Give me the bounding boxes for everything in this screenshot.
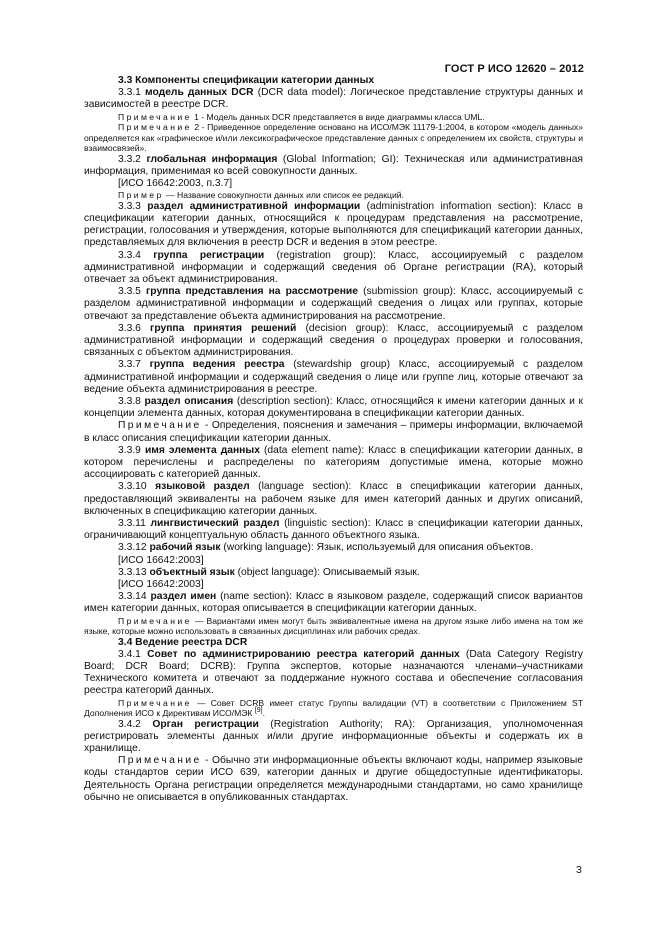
paragraph-p333 [84, 201, 583, 250]
term: группа представления на рассмотрение [146, 286, 358, 298]
paragraph-p337 [84, 359, 583, 396]
text-run: (administration information section): Класс в спецификации категории данных, относящийся к процедурам представления на рассмотрение, регистрации, голосования и утверждения, которые выполняются для спецификаций категории данных, представляемых для включения в реестр DCR и ведения в этом реестре. [84, 200, 583, 249]
text-run: . [262, 708, 265, 719]
text-run: (Data Category Registry Board; DCR Board; DCRB): Группа экспертов, которые назначаются членами–участниками Технического комитета и отвечают за поддержание нужного состава и обеспечение согласования реестра категорий данных. [84, 648, 584, 697]
text-run: 3.3.9 [118, 444, 145, 456]
note-label: Примечание [118, 615, 192, 626]
paragraph-r3313 [84, 579, 583, 591]
paragraph-n331a [84, 112, 583, 123]
text-run: - Обычно эти информационные объекты включают коды, например языковые коды стандартов серии ИСО 639, категории данных и другие общедоступные идентификаторы. Деятельность Органа регистрации определяется международными стандартами, но само хранилище обычно не описывается в опубликованных стандартах. [84, 755, 583, 803]
text-run: 3.3.7 [118, 359, 150, 371]
paragraph-p341 [84, 649, 583, 698]
text-run: — Название совокупности данных или список ее редакций. [163, 190, 404, 201]
text-run: [ИСО 16642:2003] [118, 579, 204, 591]
paragraph-p336 [84, 323, 583, 360]
document-header: ГОСТ Р ИСО 12620 – 2012 [444, 63, 584, 75]
text-run: (Registration Authority; RA): Организация, уполномоченная регистрировать элементы данных и/или другие информационные объекты и содержать их в хранилище. [84, 718, 583, 755]
text-run: (data element name): Класс в спецификации категории данных, в котором перечислены и распределены по категориям допустимые имена, которые можно ассоциировать с категорией данных. [84, 444, 583, 481]
text-run: 1 - Модель данных DCR представляется в виде диаграммы класса UML. [191, 111, 485, 122]
paragraph-n331b [84, 122, 583, 154]
text-run: 3.3.11 [118, 518, 151, 529]
text-run: (DCR data model): Логическое представление структуры данных и зависимостей в реестре DCR. [84, 87, 584, 111]
text-run: 2 - Приведенное определение основано на ИСО/МЭК 11179-1:2004, в котором «модель данных» определяется как «графическое и/или лексикографическое представление данных с определением их свойств, структуры и взаимосвязей». [84, 122, 583, 154]
term: глобальная информация [146, 153, 278, 165]
text-run: (object language): Описываемый язык. [234, 566, 420, 578]
text-run: (decision group): Класс, ассоциируемый с разделом административной информации и содержащий сведения о процедурах проверки и голосования, связанных с объектом администрирования. [84, 322, 584, 359]
note-label: Примечание [118, 755, 202, 767]
document-body [84, 75, 583, 804]
term: группа ведения реестра [149, 359, 285, 371]
paragraph-n3314 [84, 616, 583, 637]
paragraph-p3312 [84, 542, 583, 554]
note-label: Примечание [118, 697, 192, 708]
text-run: [ИСО 16642:2003, п.3.7] [118, 178, 233, 190]
paragraph-p331 [84, 87, 583, 111]
text-run: (description section): Класс, относящийся к имени категории данных и к концепции элемента данных, которая документирована в спецификации категории данных. [84, 395, 583, 420]
paragraph-h34 [84, 637, 583, 649]
term: группа принятия решений [150, 322, 297, 334]
term: раздел имен [150, 591, 217, 603]
paragraph-p332 [84, 154, 583, 178]
text-run: (working language): Язык, используемый для описания объектов. [220, 542, 534, 554]
text-run: (linguistic section): Класс в спецификации категории данных, ограничивающий концептуальную область данного объектного языка. [84, 518, 583, 542]
text-run: (name section): Класс в языковом разделе, содержащий список вариантов имен категории данных, которая описывается в спецификации категории данных. [84, 591, 583, 615]
paragraph-p339 [84, 445, 583, 482]
term: модель данных DCR [145, 87, 254, 99]
paragraph-r332 [84, 178, 583, 190]
term: Орган регистрации [152, 718, 259, 730]
term: 3.3 Компоненты спецификации категории данных [118, 75, 375, 86]
paragraph-p3314 [84, 591, 583, 615]
text-run: 3.3.12 [118, 542, 150, 554]
note-label: Примечание [118, 420, 202, 432]
page-number: 3 [576, 864, 582, 876]
paragraph-p342 [84, 719, 583, 756]
note-label: Пример [118, 190, 164, 201]
text-run: (stewardship group) Класс, ассоциируемый с разделом административной информации и содержащий сведения о лице или группе лиц, которые отвечают за ведение объекта администрирования в реестре. [84, 359, 584, 395]
reference-mark: [9] [254, 707, 263, 715]
note-label: Примечание [118, 122, 192, 133]
text-run: (submission group): Класс, ассоциируемый с разделом административной информации и содержащий сведения о лицах или группах, которые отвечают за представление объекта администрирования на рассмотрение. [84, 286, 583, 322]
text-run: — Совет DCRB имеет статус Группы валидации (VT) в соответствии с Приложением ST Дополнения ИСО к Директивам ИСО/МЭК [84, 697, 583, 719]
term: Совет по администрированию реестра категорий данных [147, 648, 460, 660]
term: раздел описания [144, 395, 234, 407]
term: имя элемента данных [144, 444, 260, 456]
paragraph-p338 [84, 396, 583, 420]
paragraph-p3310 [84, 481, 583, 518]
text-run: 3.4.2 [118, 718, 153, 730]
term: 3.4 Ведение реестра DCR [118, 636, 248, 648]
text-run: 3.3.3 [118, 200, 148, 212]
text-run: — Вариантами имен могут быть эквивалентные имена на другом языке либо имена на том же языке, которые можно использовать в связанных дисциплинах или рабочих средах. [84, 615, 583, 637]
paragraph-e332 [84, 190, 583, 201]
paragraph-p3311 [84, 518, 583, 542]
term: рабочий язык [149, 542, 221, 554]
paragraph-p334 [84, 250, 583, 287]
text-run: 3.3.6 [118, 322, 151, 334]
text-run: 3.3.4 [118, 249, 154, 261]
term: лингвистический раздел [150, 518, 280, 529]
text-run: 3.3.13 [118, 566, 150, 578]
note-label: Примечание [118, 111, 192, 122]
paragraph-h33 [84, 75, 583, 87]
text-run: (language section): Класс в спецификации категории данных, предоставляющий эквиваленты на рабочем языке для имен категорий данных и других описаний, включенных в спецификацию категории данных. [84, 481, 583, 517]
text-run: - Определения, пояснения и замечания – примеры информации, включаемой в класс описания спецификации категории данных. [84, 420, 583, 444]
paragraph-n338 [84, 420, 583, 444]
term: объектный язык [149, 566, 235, 578]
text-run: 3.3.8 [118, 395, 145, 407]
paragraph-n342 [84, 755, 583, 804]
term: группа регистрации [153, 249, 265, 261]
text-run: 3.3.5 [118, 286, 147, 298]
text-run: [ИСО 16642:2003] [118, 554, 204, 566]
text-run: 3.4.1 [118, 648, 148, 660]
text-run: (Global Information; GI): Техническая или административная информация, применимая ко всей совокупности данных. [84, 153, 583, 177]
paragraph-r3312 [84, 555, 583, 567]
text-run: 3.3.10 [118, 481, 156, 493]
paragraph-p335 [84, 286, 583, 323]
text-run: 3.3.14 [118, 591, 151, 603]
text-run: 3.3.1 [118, 87, 146, 99]
term: раздел административной информации [147, 200, 361, 212]
term: языковой раздел [155, 481, 250, 493]
text-run: (registration group): Класс, ассоциируемый с разделом административной информации и содержащий сведения об Органе регистрации (RA), который отвечает за объект администрирования. [84, 249, 584, 285]
paragraph-n341 [84, 698, 583, 719]
paragraph-p3313 [84, 567, 583, 579]
text-run: 3.3.2 [118, 153, 147, 165]
